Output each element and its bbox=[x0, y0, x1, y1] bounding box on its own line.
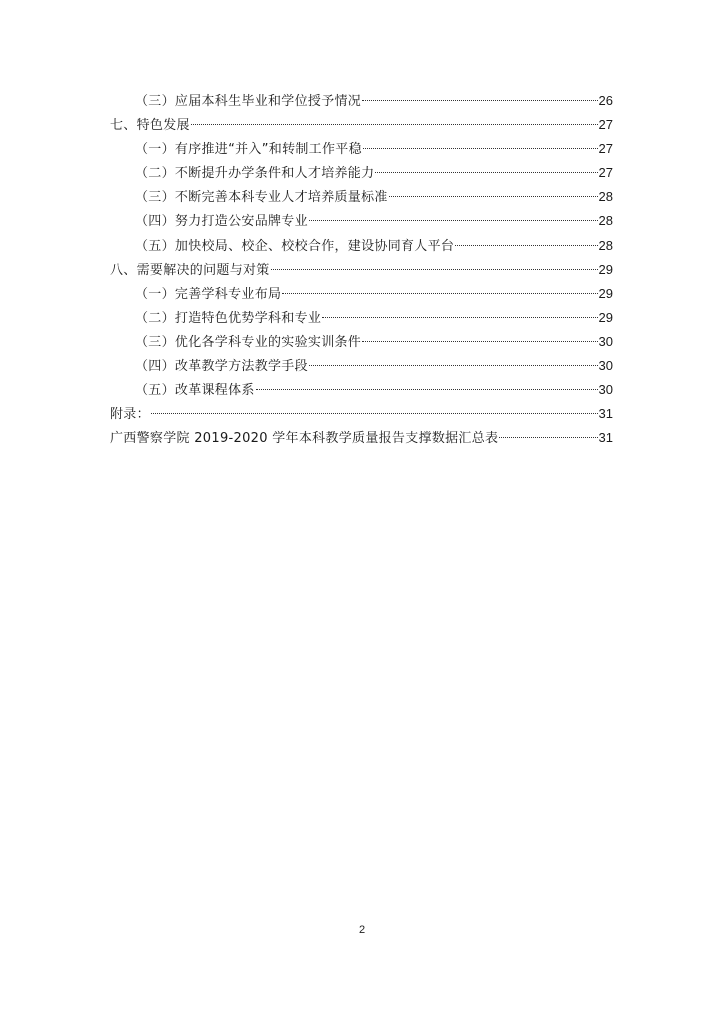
toc-entry-page: 31 bbox=[598, 406, 613, 422]
toc-entry-page: 27 bbox=[598, 117, 613, 133]
toc-dot-leader bbox=[309, 365, 598, 366]
toc-entry-title: （一）有序推进“并入”和转制工作平稳 bbox=[135, 142, 362, 158]
toc-entry[interactable] bbox=[110, 137, 613, 161]
toc-dot-leader bbox=[363, 148, 598, 149]
toc-entry-title: （一）完善学科专业布局 bbox=[135, 286, 282, 302]
toc-dot-leader bbox=[499, 437, 597, 438]
toc-entry-title: （四）努力打造公安品牌专业 bbox=[135, 214, 308, 230]
toc-entry-page: 30 bbox=[598, 382, 613, 398]
toc-entry[interactable] bbox=[110, 426, 613, 450]
toc-entry-title: 八、需要解决的问题与对策 bbox=[110, 262, 270, 278]
toc-entry-page: 30 bbox=[598, 333, 613, 349]
toc-entry-page: 27 bbox=[598, 165, 613, 181]
toc-entry-page: 27 bbox=[598, 141, 613, 157]
toc-dot-leader bbox=[256, 389, 598, 390]
toc-entry-page: 28 bbox=[598, 237, 613, 253]
toc-entry[interactable] bbox=[110, 282, 613, 306]
toc-entry-title: （三）不断完善本科专业人才培养质量标准 bbox=[135, 190, 388, 206]
toc-entry[interactable] bbox=[110, 402, 613, 426]
toc-entry[interactable] bbox=[110, 161, 613, 185]
toc-entry-title: 七、特色发展 bbox=[110, 118, 190, 134]
toc-dot-leader bbox=[375, 172, 597, 173]
toc-entry[interactable] bbox=[110, 209, 613, 233]
toc-entry[interactable] bbox=[110, 306, 613, 330]
toc-entry-title: （五）改革课程体系 bbox=[135, 383, 255, 399]
toc-entry[interactable] bbox=[110, 185, 613, 209]
toc-entry-title: 广西警察学院 2019-2020 学年本科教学质量报告支撑数据汇总表 bbox=[110, 431, 499, 447]
toc-entry-page: 26 bbox=[598, 93, 613, 108]
toc-entry[interactable] bbox=[110, 113, 613, 137]
toc-entry-title: 附录： bbox=[110, 407, 150, 423]
toc-entry-page: 29 bbox=[598, 285, 613, 301]
toc-entry-title: （五）加快校局、校企、校校合作，建设协同育人平台 bbox=[135, 238, 455, 254]
toc-entry[interactable] bbox=[110, 258, 613, 282]
toc-entry[interactable] bbox=[110, 354, 613, 378]
toc-dot-leader bbox=[389, 196, 598, 197]
toc-entry-title: （二）打造特色优势学科和专业 bbox=[135, 310, 322, 326]
toc-entry[interactable] bbox=[110, 89, 613, 113]
toc-dot-leader bbox=[191, 124, 598, 125]
toc-dot-leader bbox=[362, 100, 597, 101]
toc-dot-leader bbox=[282, 293, 597, 294]
toc-entry-page: 29 bbox=[598, 261, 613, 277]
toc-entry-page: 29 bbox=[598, 309, 613, 325]
toc-dot-leader bbox=[151, 413, 598, 414]
toc-entry-title: （二）不断提升办学条件和人才培养能力 bbox=[135, 166, 375, 182]
toc-entry-page: 31 bbox=[598, 430, 613, 446]
toc-entry-page: 28 bbox=[598, 189, 613, 205]
toc-dot-leader bbox=[271, 269, 598, 270]
toc-entry-page: 30 bbox=[598, 358, 613, 374]
page-number: 2 bbox=[358, 924, 366, 936]
table-of-contents bbox=[110, 89, 613, 450]
toc-entry-page: 28 bbox=[598, 213, 613, 229]
toc-entry[interactable] bbox=[110, 378, 613, 402]
toc-entry[interactable] bbox=[110, 330, 613, 354]
toc-dot-leader bbox=[455, 245, 597, 246]
toc-dot-leader bbox=[309, 220, 598, 221]
toc-dot-leader bbox=[362, 341, 597, 342]
toc-dot-leader bbox=[322, 317, 597, 318]
toc-entry-title: （四）改革教学方法教学手段 bbox=[135, 359, 308, 375]
toc-entry-title: （三）应届本科生毕业和学位授予情况 bbox=[135, 94, 362, 109]
toc-entry-title: （三）优化各学科专业的实验实训条件 bbox=[135, 334, 362, 350]
toc-entry[interactable] bbox=[110, 234, 613, 258]
